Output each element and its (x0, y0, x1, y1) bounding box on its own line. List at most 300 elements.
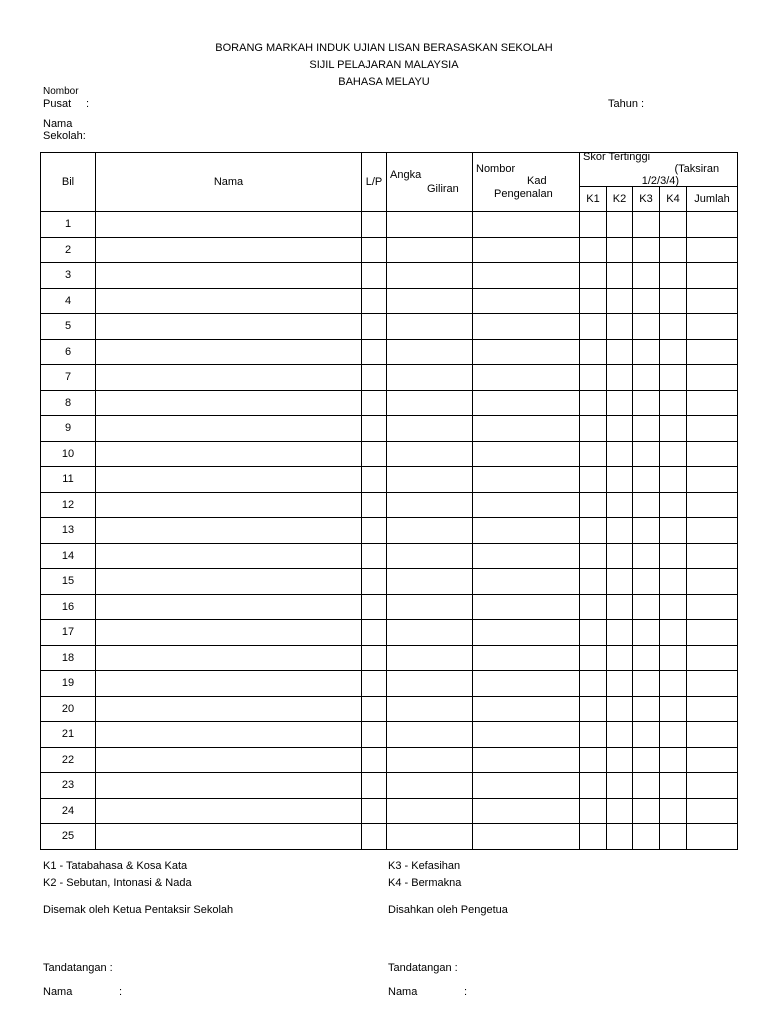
cell-k3[interactable] (633, 263, 660, 289)
cell-k4[interactable] (660, 620, 687, 646)
cell-k4[interactable] (660, 441, 687, 467)
cell-k1[interactable] (580, 722, 607, 748)
cell-k3[interactable] (633, 441, 660, 467)
cell-k3[interactable] (633, 467, 660, 493)
cell-nama[interactable] (96, 824, 362, 850)
cell-k2[interactable] (607, 314, 633, 340)
cell-nombor[interactable] (473, 620, 580, 646)
nombor-label: Nombor (43, 86, 79, 95)
cell-nombor[interactable] (473, 824, 580, 850)
table-row (41, 722, 738, 748)
cell-jumlah[interactable] (687, 314, 738, 340)
cell-jumlah[interactable] (687, 288, 738, 314)
cell-k1[interactable] (580, 696, 607, 722)
cell-lp[interactable] (362, 365, 387, 391)
table-row (41, 492, 738, 518)
tahun-label: Tahun : (608, 98, 645, 110)
cell-k4[interactable] (660, 390, 687, 416)
cell-k4[interactable] (660, 288, 687, 314)
table-row (41, 518, 738, 544)
cell-k3[interactable] (633, 314, 660, 340)
row-number: 22 (41, 747, 96, 773)
cell-nama[interactable] (96, 773, 362, 799)
cell-k2[interactable] (607, 441, 633, 467)
cell-jumlah[interactable] (687, 594, 738, 620)
nama-left: Nama (43, 986, 73, 998)
cell-lp[interactable] (362, 390, 387, 416)
cell-k2[interactable] (607, 518, 633, 544)
cell-k3[interactable] (633, 518, 660, 544)
table-row (41, 569, 738, 595)
cell-k3[interactable] (633, 492, 660, 518)
cell-k3[interactable] (633, 671, 660, 697)
cell-jumlah[interactable] (687, 212, 738, 238)
cell-k1[interactable] (580, 594, 607, 620)
cell-nombor[interactable] (473, 722, 580, 748)
cell-k1[interactable] (580, 569, 607, 595)
cell-nama[interactable] (96, 747, 362, 773)
cell-k1[interactable] (580, 288, 607, 314)
row-number: 2 (41, 237, 96, 263)
cell-lp[interactable] (362, 722, 387, 748)
cell-k2[interactable] (607, 671, 633, 697)
cell-k4[interactable] (660, 263, 687, 289)
cell-jumlah[interactable] (687, 518, 738, 544)
row-number: 1 (41, 212, 96, 238)
tandatangan-left: Tandatangan : (43, 962, 113, 974)
cell-nama[interactable] (96, 645, 362, 671)
cell-jumlah[interactable] (687, 390, 738, 416)
table-row (41, 543, 738, 569)
legend-k2: K2 - Sebutan, Intonasi & Nada (43, 877, 192, 889)
cell-lp[interactable] (362, 671, 387, 697)
cell-nama[interactable] (96, 722, 362, 748)
row-number: 4 (41, 288, 96, 314)
table-row (41, 339, 738, 365)
cell-nama[interactable] (96, 569, 362, 595)
cell-k2[interactable] (607, 390, 633, 416)
cell-nama[interactable] (96, 339, 362, 365)
cell-lp[interactable] (362, 212, 387, 238)
cell-k2[interactable] (607, 467, 633, 493)
cell-k2[interactable] (607, 747, 633, 773)
cell-jumlah[interactable] (687, 263, 738, 289)
cell-nama[interactable] (96, 467, 362, 493)
table-row (41, 594, 738, 620)
form-subtitle: SIJIL PELAJARAN MALAYSIA (309, 59, 459, 71)
cell-k2[interactable] (607, 288, 633, 314)
cell-k2[interactable] (607, 594, 633, 620)
cell-k1[interactable] (580, 314, 607, 340)
cell-angka[interactable] (387, 339, 473, 365)
cell-k4[interactable] (660, 365, 687, 391)
row-number: 18 (41, 645, 96, 671)
table-row (41, 441, 738, 467)
cell-k4[interactable] (660, 416, 687, 442)
cell-k1[interactable] (580, 518, 607, 544)
cell-k1[interactable] (580, 467, 607, 493)
cell-k4[interactable] (660, 824, 687, 850)
table-row (41, 620, 738, 646)
cell-nama[interactable] (96, 212, 362, 238)
cell-jumlah[interactable] (687, 747, 738, 773)
cell-nama[interactable] (96, 237, 362, 263)
cell-k2[interactable] (607, 569, 633, 595)
row-number: 12 (41, 492, 96, 518)
cell-jumlah[interactable] (687, 492, 738, 518)
cell-nama[interactable] (96, 798, 362, 824)
cell-k2[interactable] (607, 492, 633, 518)
cell-k2[interactable] (607, 263, 633, 289)
table-row (41, 747, 738, 773)
cell-k2[interactable] (607, 416, 633, 442)
cell-k4[interactable] (660, 773, 687, 799)
cell-nombor[interactable] (473, 798, 580, 824)
cell-k1[interactable] (580, 365, 607, 391)
cell-nama[interactable] (96, 543, 362, 569)
row-number: 21 (41, 722, 96, 748)
cell-k2[interactable] (607, 696, 633, 722)
cell-jumlah[interactable] (687, 798, 738, 824)
cell-nama[interactable] (96, 441, 362, 467)
cell-nombor[interactable] (473, 747, 580, 773)
row-number: 10 (41, 441, 96, 467)
legend-k1: K1 - Tatabahasa & Kosa Kata (43, 860, 188, 872)
cell-k2[interactable] (607, 773, 633, 799)
col-angka-giliran: Angka Giliran (387, 153, 473, 212)
cell-k3[interactable] (633, 620, 660, 646)
cell-lp[interactable] (362, 237, 387, 263)
cell-angka[interactable] (387, 696, 473, 722)
row-number: 23 (41, 773, 96, 799)
table-row (41, 824, 738, 850)
cell-nombor[interactable] (473, 696, 580, 722)
cell-angka[interactable] (387, 365, 473, 391)
cell-nombor[interactable] (473, 543, 580, 569)
cell-k4[interactable] (660, 747, 687, 773)
row-number: 11 (41, 467, 96, 493)
cell-jumlah[interactable] (687, 237, 738, 263)
cell-angka[interactable] (387, 212, 473, 238)
cell-k2[interactable] (607, 237, 633, 263)
table-row (41, 288, 738, 314)
row-number: 3 (41, 263, 96, 289)
cell-k4[interactable] (660, 237, 687, 263)
col-k1: K1 (580, 187, 607, 212)
nama-left-colon: : (119, 986, 123, 998)
marks-table (40, 152, 738, 850)
cell-nombor[interactable] (473, 518, 580, 544)
cell-k4[interactable] (660, 543, 687, 569)
cell-angka[interactable] (387, 747, 473, 773)
cell-k2[interactable] (607, 543, 633, 569)
cell-nombor[interactable] (473, 594, 580, 620)
cell-nombor[interactable] (473, 288, 580, 314)
row-number: 13 (41, 518, 96, 544)
nama-right-colon: : (464, 986, 468, 998)
pusat-label: Pusat (43, 98, 72, 110)
cell-nombor[interactable] (473, 212, 580, 238)
cell-nombor[interactable] (473, 339, 580, 365)
cell-jumlah[interactable] (687, 824, 738, 850)
cell-k2[interactable] (607, 339, 633, 365)
cell-angka[interactable] (387, 416, 473, 442)
cell-angka[interactable] (387, 594, 473, 620)
cell-angka[interactable] (387, 645, 473, 671)
cell-k3[interactable] (633, 798, 660, 824)
cell-angka[interactable] (387, 824, 473, 850)
cell-jumlah[interactable] (687, 671, 738, 697)
table-row (41, 314, 738, 340)
nama-right: Nama (388, 986, 418, 998)
cell-k3[interactable] (633, 645, 660, 671)
cell-k1[interactable] (580, 645, 607, 671)
cell-nombor[interactable] (473, 569, 580, 595)
cell-k1[interactable] (580, 416, 607, 442)
cell-nama[interactable] (96, 696, 362, 722)
col-jumlah: Jumlah (687, 187, 738, 212)
cell-k3[interactable] (633, 237, 660, 263)
cell-lp[interactable] (362, 696, 387, 722)
cell-k1[interactable] (580, 747, 607, 773)
cell-k4[interactable] (660, 645, 687, 671)
table-row (41, 645, 738, 671)
cell-k3[interactable] (633, 212, 660, 238)
table-row (41, 798, 738, 824)
cell-k2[interactable] (607, 645, 633, 671)
cell-jumlah[interactable] (687, 645, 738, 671)
cell-nama[interactable] (96, 671, 362, 697)
tandatangan-right: Tandatangan : (388, 962, 458, 974)
cell-nombor[interactable] (473, 263, 580, 289)
cell-k3[interactable] (633, 288, 660, 314)
cell-angka[interactable] (387, 314, 473, 340)
cell-nombor[interactable] (473, 390, 580, 416)
row-number: 25 (41, 824, 96, 850)
row-number: 15 (41, 569, 96, 595)
cell-lp[interactable] (362, 492, 387, 518)
cell-nombor[interactable] (473, 492, 580, 518)
nama-label: Nama (43, 118, 73, 130)
cell-k1[interactable] (580, 543, 607, 569)
table-row (41, 237, 738, 263)
pusat-colon: : (86, 98, 90, 110)
cell-lp[interactable] (362, 518, 387, 544)
cell-nama[interactable] (96, 620, 362, 646)
row-number: 9 (41, 416, 96, 442)
table-row (41, 263, 738, 289)
cell-k2[interactable] (607, 798, 633, 824)
cell-nombor[interactable] (473, 773, 580, 799)
cell-k3[interactable] (633, 569, 660, 595)
cell-k4[interactable] (660, 467, 687, 493)
cell-lp[interactable] (362, 569, 387, 595)
cell-angka[interactable] (387, 518, 473, 544)
row-number: 19 (41, 671, 96, 697)
cell-lp[interactable] (362, 263, 387, 289)
cell-nombor[interactable] (473, 467, 580, 493)
cell-jumlah[interactable] (687, 773, 738, 799)
cell-angka[interactable] (387, 798, 473, 824)
table-row (41, 416, 738, 442)
sekolah-label: Sekolah: (43, 130, 86, 142)
cell-k2[interactable] (607, 722, 633, 748)
cell-k1[interactable] (580, 237, 607, 263)
cell-jumlah[interactable] (687, 416, 738, 442)
form-subject: BAHASA MELAYU (338, 76, 430, 88)
cell-k1[interactable] (580, 339, 607, 365)
col-bil: Bil (41, 153, 96, 212)
cell-k2[interactable] (607, 824, 633, 850)
cell-k4[interactable] (660, 798, 687, 824)
cell-nama[interactable] (96, 416, 362, 442)
cell-lp[interactable] (362, 645, 387, 671)
cell-angka[interactable] (387, 390, 473, 416)
cell-nama[interactable] (96, 288, 362, 314)
cell-lp[interactable] (362, 467, 387, 493)
cell-k1[interactable] (580, 263, 607, 289)
cell-angka[interactable] (387, 288, 473, 314)
cell-angka[interactable] (387, 569, 473, 595)
cell-k4[interactable] (660, 671, 687, 697)
cell-lp[interactable] (362, 543, 387, 569)
cell-k4[interactable] (660, 518, 687, 544)
cell-k1[interactable] (580, 798, 607, 824)
cell-jumlah[interactable] (687, 569, 738, 595)
cell-angka[interactable] (387, 773, 473, 799)
cell-k2[interactable] (607, 365, 633, 391)
cell-nombor[interactable] (473, 671, 580, 697)
cell-jumlah[interactable] (687, 339, 738, 365)
col-nombor-kad: Nombor Kad Pengenalan (473, 153, 580, 212)
cell-lp[interactable] (362, 824, 387, 850)
cell-k1[interactable] (580, 620, 607, 646)
cell-nama[interactable] (96, 365, 362, 391)
cell-lp[interactable] (362, 620, 387, 646)
cell-k1[interactable] (580, 492, 607, 518)
row-number: 20 (41, 696, 96, 722)
cell-jumlah[interactable] (687, 543, 738, 569)
cell-k2[interactable] (607, 620, 633, 646)
cell-k2[interactable] (607, 212, 633, 238)
row-number: 24 (41, 798, 96, 824)
cell-nombor[interactable] (473, 365, 580, 391)
cell-angka[interactable] (387, 441, 473, 467)
cell-jumlah[interactable] (687, 620, 738, 646)
table-row (41, 365, 738, 391)
cell-nama[interactable] (96, 518, 362, 544)
cell-lp[interactable] (362, 288, 387, 314)
cell-k3[interactable] (633, 390, 660, 416)
cell-jumlah[interactable] (687, 441, 738, 467)
cell-nama[interactable] (96, 390, 362, 416)
cell-nombor[interactable] (473, 237, 580, 263)
cell-k3[interactable] (633, 365, 660, 391)
col-k2: K2 (607, 187, 633, 212)
cell-k3[interactable] (633, 594, 660, 620)
cell-angka[interactable] (387, 722, 473, 748)
cell-lp[interactable] (362, 594, 387, 620)
cell-angka[interactable] (387, 237, 473, 263)
cell-k4[interactable] (660, 696, 687, 722)
cell-nama[interactable] (96, 314, 362, 340)
cell-lp[interactable] (362, 314, 387, 340)
cell-nombor[interactable] (473, 416, 580, 442)
cell-k4[interactable] (660, 594, 687, 620)
cell-angka[interactable] (387, 263, 473, 289)
cell-k3[interactable] (633, 824, 660, 850)
table-row (41, 696, 738, 722)
legend-k4: K4 - Bermakna (388, 877, 462, 889)
cell-angka[interactable] (387, 467, 473, 493)
cell-jumlah[interactable] (687, 722, 738, 748)
row-number: 6 (41, 339, 96, 365)
cell-lp[interactable] (362, 416, 387, 442)
cell-nama[interactable] (96, 263, 362, 289)
cell-k1[interactable] (580, 212, 607, 238)
cell-k4[interactable] (660, 339, 687, 365)
cell-k1[interactable] (580, 441, 607, 467)
cell-k3[interactable] (633, 543, 660, 569)
cell-k3[interactable] (633, 339, 660, 365)
cell-lp[interactable] (362, 798, 387, 824)
cell-k3[interactable] (633, 416, 660, 442)
cell-k3[interactable] (633, 722, 660, 748)
row-number: 7 (41, 365, 96, 391)
cell-k4[interactable] (660, 212, 687, 238)
cell-k4[interactable] (660, 314, 687, 340)
cell-jumlah[interactable] (687, 365, 738, 391)
col-nama: Nama (96, 153, 362, 212)
cell-k3[interactable] (633, 696, 660, 722)
cell-k1[interactable] (580, 824, 607, 850)
table-row (41, 467, 738, 493)
row-number: 8 (41, 390, 96, 416)
form-title: BORANG MARKAH INDUK UJIAN LISAN BERASASKAN SEKOLAH (215, 42, 553, 54)
cell-k1[interactable] (580, 773, 607, 799)
cell-angka[interactable] (387, 543, 473, 569)
cell-nama[interactable] (96, 492, 362, 518)
cell-jumlah[interactable] (687, 467, 738, 493)
cell-k4[interactable] (660, 569, 687, 595)
table-row (41, 390, 738, 416)
cell-k4[interactable] (660, 722, 687, 748)
legend-k3: K3 - Kefasihan (388, 860, 461, 872)
cell-nombor[interactable] (473, 645, 580, 671)
cell-nombor[interactable] (473, 441, 580, 467)
cell-lp[interactable] (362, 339, 387, 365)
cell-k1[interactable] (580, 671, 607, 697)
cell-nombor[interactable] (473, 314, 580, 340)
cell-k3[interactable] (633, 773, 660, 799)
cell-k1[interactable] (580, 390, 607, 416)
cell-lp[interactable] (362, 773, 387, 799)
cell-k4[interactable] (660, 492, 687, 518)
cell-angka[interactable] (387, 620, 473, 646)
cell-k3[interactable] (633, 747, 660, 773)
cell-angka[interactable] (387, 492, 473, 518)
col-lp: L/P (362, 153, 387, 212)
cell-lp[interactable] (362, 747, 387, 773)
row-number: 16 (41, 594, 96, 620)
cell-jumlah[interactable] (687, 696, 738, 722)
cell-lp[interactable] (362, 441, 387, 467)
cell-nama[interactable] (96, 594, 362, 620)
cell-angka[interactable] (387, 671, 473, 697)
disemak-label: Disemak oleh Ketua Pentaksir Sekolah (43, 904, 234, 916)
table-row (41, 212, 738, 238)
table-row (41, 773, 738, 799)
